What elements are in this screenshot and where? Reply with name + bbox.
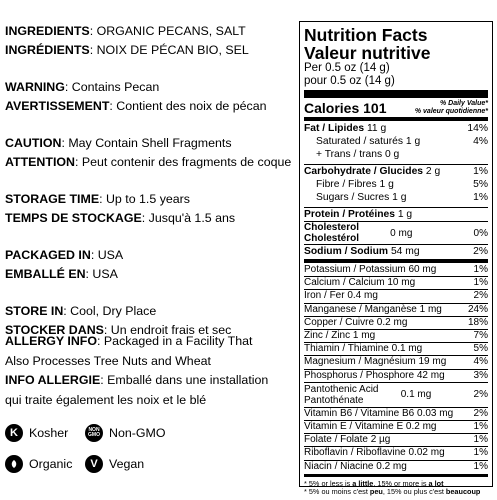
vitamin-label: Vitamin B6 / Vitamine B6 0.03 mg xyxy=(304,407,454,419)
saturated-label: Saturated / saturés 1 g xyxy=(316,136,421,147)
nutrition-facts-panel xyxy=(299,21,493,497)
fat-label: Fat / Lipides xyxy=(304,123,365,134)
footnote-en-part-1: * 5% or less is xyxy=(304,478,353,488)
cholesterol-row xyxy=(304,222,488,244)
vitamin-pct: 1% xyxy=(473,447,488,459)
warning-en-value: : Contains Pecan xyxy=(64,80,160,94)
allergy-fr-value-2: qui traite également les noix et le blé xyxy=(5,392,207,407)
ingredients-en-label: INGREDIENTS xyxy=(5,24,90,38)
vitamin-row xyxy=(304,369,488,382)
vitamin-pct: 24% xyxy=(467,303,488,315)
vitamin-label: Zinc / Zinc 1 mg xyxy=(304,330,376,342)
carb-value: 2 g xyxy=(423,166,441,177)
protein-row xyxy=(304,208,488,221)
packaged-fr-label: EMBALLÉ EN xyxy=(5,267,86,281)
ingredients-fr-value: : NOIX DE PÉCAN BIO, SEL xyxy=(89,43,249,57)
footnote-fr-part-1: * 5% ou moins c'est xyxy=(304,487,370,497)
vitamin-pct: 2% xyxy=(473,290,488,302)
vitamin-row xyxy=(304,355,488,368)
vitamin-row xyxy=(304,342,488,355)
vitamin-label: Niacin / Niacine 0.2 mg xyxy=(304,460,407,472)
vitamin-row xyxy=(304,420,488,433)
badge-vegan xyxy=(85,455,144,473)
badge-kosher-label: Kosher xyxy=(29,426,69,440)
fibre-pct: 5% xyxy=(473,179,488,190)
sodium-row xyxy=(304,245,488,258)
allergy-en-label: ALLERGY INFO xyxy=(5,334,98,348)
allergy-en-value-1: : Packaged in a Facility That xyxy=(97,334,253,348)
vitamin-pct: 5% xyxy=(473,343,488,355)
daily-value-header xyxy=(415,100,488,116)
non-gmo-icon-line-1: NON xyxy=(88,427,100,433)
vegan-icon: V xyxy=(85,455,103,473)
footnote-en-part-4: a lot xyxy=(428,478,444,488)
vitamin-row xyxy=(304,329,488,342)
allergy-en-value-2: Also Processes Tree Nuts and Wheat xyxy=(5,353,211,368)
vitamin-label: Riboflavin / Riboflavine 0.02 mg xyxy=(304,447,445,459)
pantothenic-label-en: Pantothenic Acid xyxy=(304,383,379,395)
vitamin-row xyxy=(304,276,488,289)
serving-size-fr: pour 0.5 oz (14 g) xyxy=(304,75,395,87)
store-fr-label: STOCKER DANS xyxy=(5,323,104,337)
leaf-icon xyxy=(5,455,23,473)
cholesterol-label-fr: Cholestérol xyxy=(304,233,360,244)
carb-pct: 1% xyxy=(473,166,488,177)
caution-en-label: CAUTION xyxy=(5,136,62,150)
warning-block xyxy=(5,78,295,116)
allergy-fr-label: INFO ALLERGIE xyxy=(5,373,101,387)
storage-fr-label: TEMPS DE STOCKAGE xyxy=(5,211,142,225)
kosher-icon: K xyxy=(5,424,23,442)
vitamin-row xyxy=(304,316,488,329)
ingredients-fr-label: INGRÉDIENTS xyxy=(5,43,90,57)
vitamin-pct: 4% xyxy=(473,356,488,368)
storage-block xyxy=(5,190,295,228)
carb-row xyxy=(304,165,488,178)
storage-en-label: STORAGE TIME xyxy=(5,192,100,206)
cholesterol-pct: 0% xyxy=(473,227,488,239)
badge-nongmo-label: Non-GMO xyxy=(109,426,166,440)
divider-medium xyxy=(304,259,488,263)
caution-en-value: : May Contain Shell Fragments xyxy=(61,136,232,150)
packaged-en-value: : USA xyxy=(90,248,124,262)
vitamin-row xyxy=(304,407,488,420)
trans-row xyxy=(304,148,488,161)
divider-medium xyxy=(304,474,488,477)
badge-nongmo xyxy=(85,424,165,442)
warning-fr-value: : Contient des noix de pécan xyxy=(109,99,267,113)
footnote-en-part-3: , 15% or more is xyxy=(373,478,429,488)
trans-label: + Trans / trans 0 g xyxy=(316,149,400,160)
saturated-pct: 4% xyxy=(473,136,488,147)
sodium-value: 54 mg xyxy=(388,246,420,257)
vitamin-pct: 1% xyxy=(473,421,488,433)
nutrition-title-en: Nutrition Facts xyxy=(304,25,428,45)
store-en-label: STORE IN xyxy=(5,304,64,318)
allergy-block xyxy=(5,332,295,410)
pantothenic-value: 0.1 mg xyxy=(400,389,432,401)
vitamins-list xyxy=(304,264,488,473)
non-gmo-icon xyxy=(85,424,103,442)
storage-fr-value: : Jusqu'à 1.5 ans xyxy=(141,211,236,225)
pantothenic-row xyxy=(304,382,488,407)
badge-organic-label: Organic xyxy=(29,457,73,471)
vitamin-label: Calcium / Calcium 10 mg xyxy=(304,277,416,289)
pantothenic-pct: 2% xyxy=(473,389,488,401)
vitamin-label: Vitamin E / Vitamine E 0.2 mg xyxy=(304,421,437,433)
vitamin-pct: 1% xyxy=(473,264,488,275)
vitamin-label: Manganese / Manganèse 1 mg xyxy=(304,303,442,315)
divider-thick xyxy=(304,90,488,98)
vitamin-pct: 1% xyxy=(473,277,488,289)
sugar-label: Sugars / Sucres 1 g xyxy=(316,192,407,203)
ingredients-block xyxy=(5,22,295,60)
storage-en-value: : Up to 1.5 years xyxy=(99,192,191,206)
nutrition-title-fr: Valeur nutritive xyxy=(304,43,431,63)
sodium-pct: 2% xyxy=(473,246,488,257)
vitamin-pct: 1% xyxy=(473,460,488,472)
warning-en-label: WARNING xyxy=(5,80,65,94)
sodium-label: Sodium / Sodium xyxy=(304,246,389,257)
footnote-en-part-2: a little xyxy=(352,478,374,488)
ingredients-en-value: : ORGANIC PECANS, SALT xyxy=(89,24,246,38)
protein-label: Protein / Protéines xyxy=(304,209,395,220)
sugar-row xyxy=(304,191,488,204)
store-en-value: : Cool, Dry Place xyxy=(63,304,157,318)
packaged-en-label: PACKAGED IN xyxy=(5,248,91,262)
cholesterol-value: 0 mg xyxy=(390,227,413,239)
badge-kosher xyxy=(5,424,68,442)
vitamin-pct: 3% xyxy=(473,369,488,381)
vitamin-row xyxy=(304,446,488,459)
daily-value-en: % Daily Value* xyxy=(440,100,488,107)
vitamin-pct: 18% xyxy=(467,316,488,328)
footnote xyxy=(304,480,488,497)
cholesterol-label-en: Cholesterol xyxy=(304,222,360,233)
fat-row xyxy=(304,122,488,135)
serving-size-en: Per 0.5 oz (14 g) xyxy=(304,62,390,74)
vitamin-label: Potassium / Potassium 60 mg xyxy=(304,264,437,275)
vitamin-label: Iron / Fer 0.4 mg xyxy=(304,290,378,302)
non-gmo-icon-line-2: GMO xyxy=(88,432,100,438)
vitamin-pct: 7% xyxy=(473,330,488,342)
vitamin-row xyxy=(304,460,488,473)
vitamin-row xyxy=(304,289,488,302)
packaged-block xyxy=(5,246,295,284)
calories-label: Calories 101 xyxy=(304,100,387,116)
vitamin-row xyxy=(304,303,488,316)
badge-vegan-label: Vegan xyxy=(109,457,145,471)
vitamin-row xyxy=(304,433,488,446)
fat-pct: 14% xyxy=(467,123,488,134)
daily-value-fr: % valeur quotidienne* xyxy=(414,108,488,115)
fibre-row xyxy=(304,178,488,191)
fibre-label: Fibre / Fibres 1 g xyxy=(316,179,394,190)
store-fr-value: : Un endroit frais et sec xyxy=(103,323,232,337)
footnote-fr-part-3: , 15% ou plus c'est xyxy=(382,487,446,497)
packaged-fr-value: : USA xyxy=(85,267,118,281)
fat-value: 11 g xyxy=(364,123,387,134)
caution-fr-value: : Peut contenir des fragments de coque xyxy=(74,155,292,169)
saturated-row xyxy=(304,135,488,148)
badge-organic xyxy=(5,455,72,473)
vitamin-label: Thiamin / Thiamine 0.1 mg xyxy=(304,343,423,355)
carb-label: Carbohydrate / Glucides xyxy=(304,166,424,177)
caution-fr-label: ATTENTION xyxy=(5,155,75,169)
calories-row xyxy=(304,99,488,116)
divider-medium xyxy=(304,117,488,121)
footnote-fr-part-4: beaucoup xyxy=(445,487,481,497)
vitamin-label: Copper / Cuivre 0.2 mg xyxy=(304,316,408,328)
allergy-fr-value-1: : Emballé dans une installation xyxy=(100,373,269,387)
vitamin-label: Folate / Folate 2 µg xyxy=(304,434,391,446)
vitamin-pct: 2% xyxy=(473,407,488,419)
footnote-fr-part-2: peu xyxy=(369,487,383,497)
vitamin-row xyxy=(304,264,488,276)
vitamin-pct: 1% xyxy=(473,434,488,446)
pantothenic-label-fr: Pantothénate xyxy=(304,394,364,406)
caution-block xyxy=(5,134,295,172)
warning-fr-label: AVERTISSEMENT xyxy=(5,99,110,113)
sugar-pct: 1% xyxy=(473,192,488,203)
product-info-column xyxy=(5,22,295,340)
protein-value: 1 g xyxy=(394,209,413,220)
vitamin-label: Magnesium / Magnésium 19 mg xyxy=(304,356,447,368)
vitamin-label: Phosphorus / Phosphore 42 mg xyxy=(304,369,445,381)
